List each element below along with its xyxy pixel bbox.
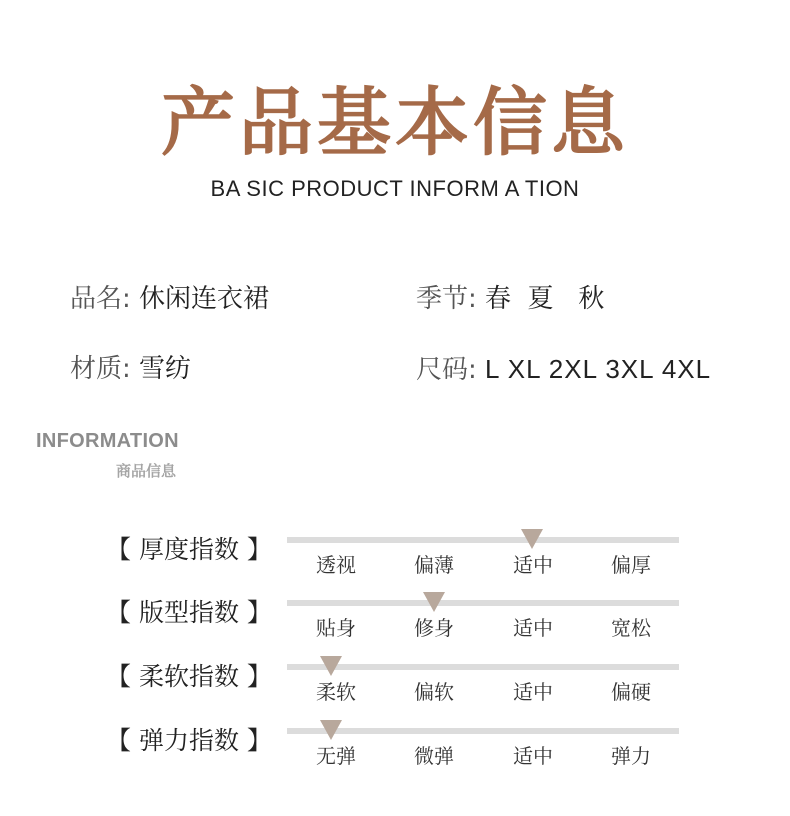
index-option: 弹力	[611, 744, 651, 768]
index-option: 适中	[513, 616, 553, 640]
page-title: 产品基本信息	[161, 80, 629, 166]
index-bar	[287, 537, 679, 543]
index-marker	[320, 656, 342, 676]
spec-size-label: 尺码:	[416, 355, 477, 385]
spec-material	[70, 349, 191, 389]
index-bar	[287, 728, 679, 734]
index-option: 适中	[513, 680, 553, 704]
spec-season	[416, 279, 604, 319]
info-title-en: INFORMATION	[36, 430, 179, 452]
index-option: 偏硬	[611, 680, 651, 704]
spec-name-label: 品名:	[70, 284, 131, 314]
spec-material-value: 雪纺	[139, 354, 192, 384]
index-option: 偏厚	[611, 553, 651, 577]
index-marker	[320, 720, 342, 740]
index-option: 透视	[316, 553, 356, 577]
spec-size	[416, 349, 711, 390]
spec-name	[70, 279, 269, 319]
index-label: 【 厚度指数 】	[106, 535, 272, 564]
index-option: 偏软	[414, 680, 454, 704]
index-option: 修身	[414, 616, 454, 640]
index-option: 柔软	[316, 680, 356, 704]
index-option: 贴身	[316, 616, 356, 640]
index-option: 适中	[513, 744, 553, 768]
index-option: 无弹	[316, 744, 356, 768]
info-title-cn: 商品信息	[116, 462, 177, 480]
index-marker	[521, 529, 543, 549]
index-label: 【 弹力指数 】	[106, 726, 272, 755]
index-label: 【 柔软指数 】	[106, 662, 272, 691]
index-option: 宽松	[611, 616, 651, 640]
index-option: 微弹	[414, 744, 454, 768]
index-bar	[287, 600, 679, 606]
spec-material-label: 材质:	[70, 354, 131, 384]
index-bar	[287, 664, 679, 670]
spec-size-value: L XL 2XL 3XL 4XL	[485, 354, 712, 384]
spec-season-label: 季节:	[416, 284, 477, 314]
spec-name-value: 休闲连衣裙	[139, 284, 270, 314]
spec-season-value: 春 夏 秋	[485, 284, 605, 314]
page-subtitle: BA SIC PRODUCT INFORM A TION	[210, 176, 580, 201]
index-label: 【 版型指数 】	[106, 598, 272, 627]
index-option: 适中	[513, 553, 553, 577]
index-marker	[423, 592, 445, 612]
index-option: 偏薄	[414, 553, 454, 577]
